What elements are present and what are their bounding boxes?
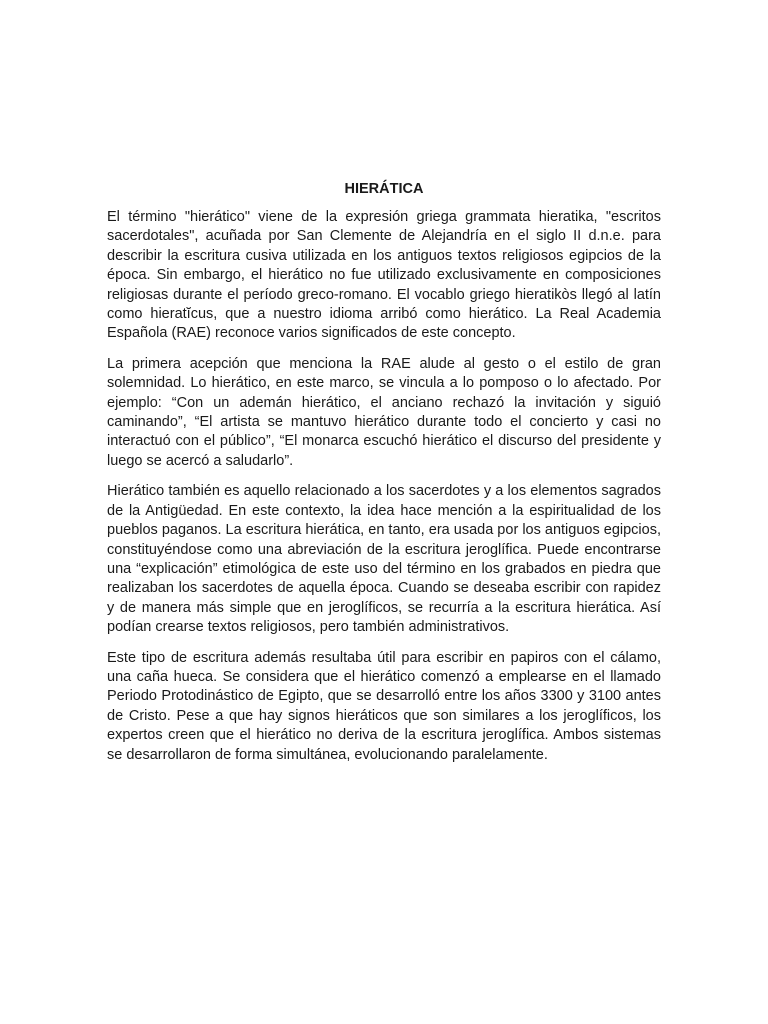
paragraph-4: Este tipo de escritura además resultaba útil para escribir en papiros con el cálamo, una caña hueca. Se considera que el hierático comenzó a emplearse en el llamado Periodo Protodinástico de Egipto, que se desarrolló entre los años 3300 y 3100 antes de Cristo. Pese a que hay signos hieráticos que son similares a los jeroglíficos, los expertos creen que el hierático no deriva de la escritura jeroglífica. Ambos sistemas se desarrollaron de forma simultánea, evolucionando paralelamente. [107, 649, 661, 763]
document-body [107, 208, 661, 776]
paragraph-3: Hierático también es aquello relacionado a los sacerdotes y a los elementos sagrados de la Antigüedad. En este contexto, la idea hace mención a la espiritualidad de los pueblos paganos. La escritura hierática, en tanto, era usada por los antiguos egipcios, constituyéndose como una abreviación de la escritura jeroglífica. Puede encontrarse una “explicación” etimológica de este uso del término en los grabados en piedra que realizaban los sacerdotes de aquella época. Cuando se deseaba escribir con rapidez y de manera más simple que en jeroglíficos, se recurría a la escritura hierática. Así podían crearse textos religiosos, pero también administrativos. [107, 483, 661, 636]
paragraph-1: El término "hierático" viene de la expresión griega grammata hieratika, "escritos sacerdotales", acuñada por San Clemente de Alejandría en el siglo II d.n.e. para describir la escritura cusiva utilizada en los antiguos textos religiosos egipcios de la época. Sin embargo, el hierático no fue utilizado exclusivamente en composiciones religiosas durante el período greco-romano. El vocablo griego hieratikòs llegó al latín como hieratĭcus, que a nuestro idioma arribó como hierático. La Real Academia Española (RAE) reconoce varios significados de este concepto. [107, 209, 661, 342]
document-title: HIERÁTICA [344, 181, 424, 197]
paragraph-2: La primera acepción que menciona la RAE alude al gesto o el estilo de gran solemnidad. Lo hierático, en este marco, se vincula a lo pomposo o lo afectado. Por ejemplo: “Con un ademán hierático, el anciano rechazó la invitación y siguió caminando”, “El artista se mantuvo hierático durante todo el concierto y casi no interactuó con el público”, “El monarca escuchó hierático el discurso del presidente y luego se acercó a saludarlo”. [107, 355, 661, 469]
